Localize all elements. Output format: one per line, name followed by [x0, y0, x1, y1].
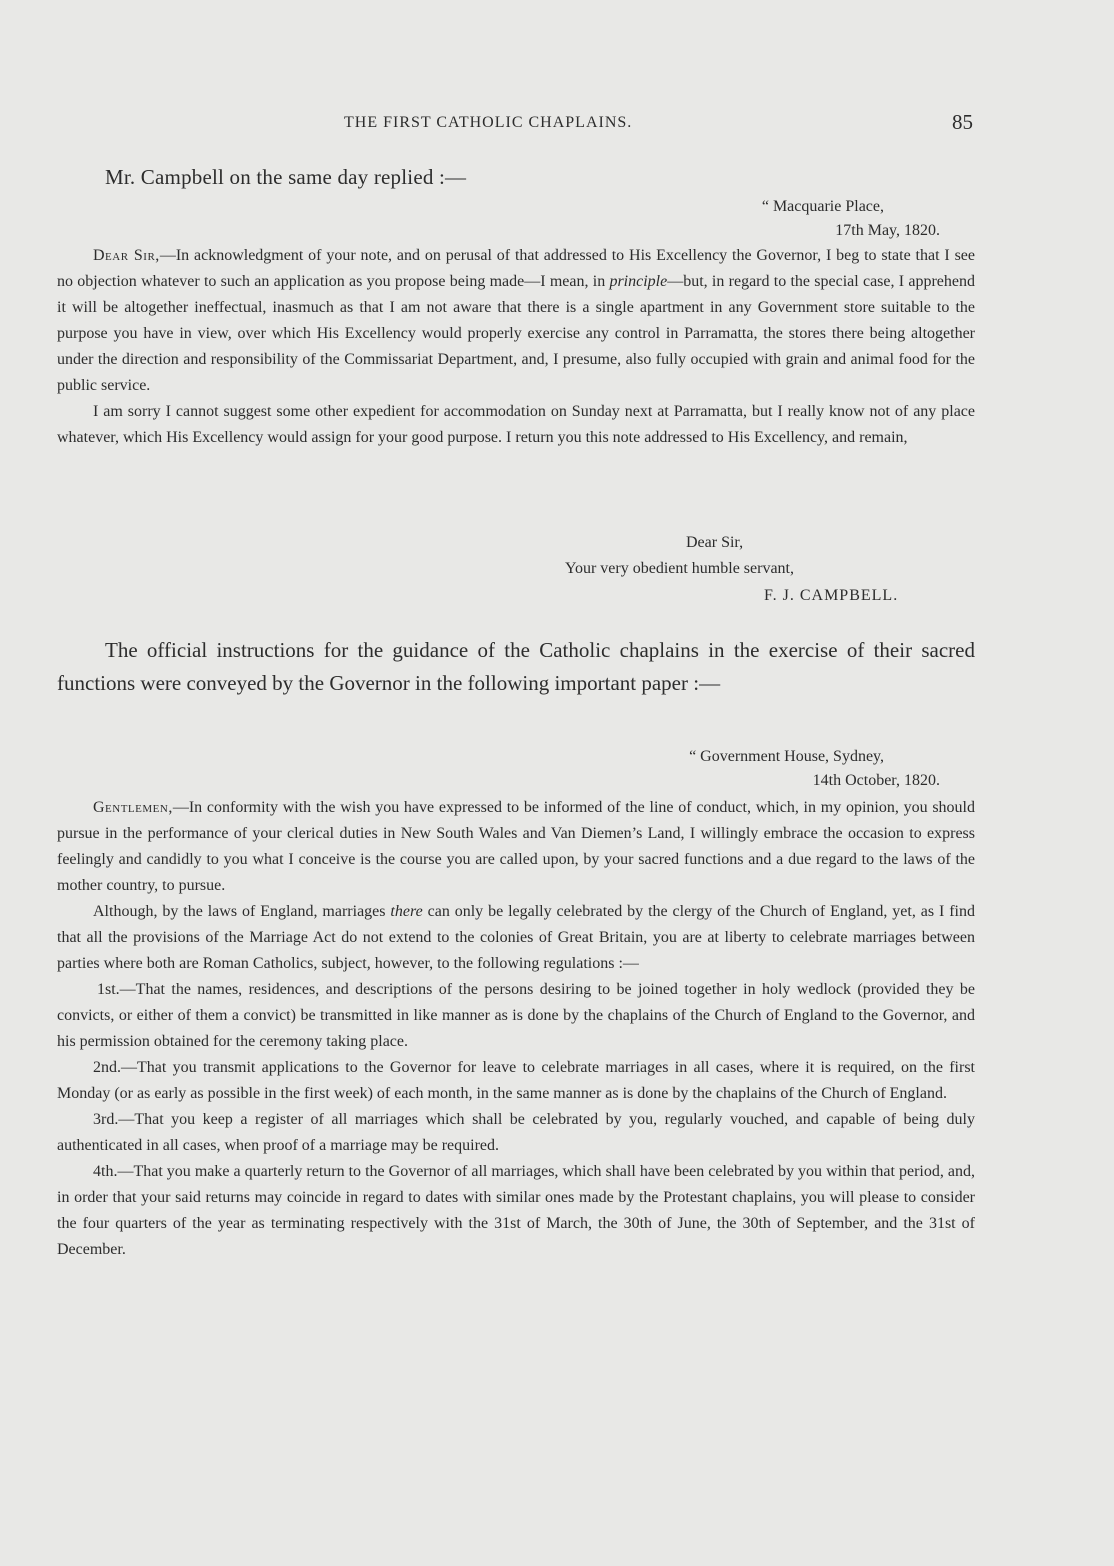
letter1-closing-dear: Dear Sir,	[686, 534, 744, 551]
letter2-p2-italic: there	[390, 903, 423, 920]
letter1-date: 17th May, 1820.	[835, 222, 940, 239]
letter2-rule-3: 3rd.—That you keep a register of all marriages which shall be celebrated by you, regularly vouched, and capable of being duly authenticated in all cases, when proof of a marriage may be required.	[57, 1111, 975, 1154]
letter2-paragraph-1	[57, 795, 975, 899]
letter2-rule-4: 4th.—That you make a quarterly return to the Governor of all marriages, which shall have been celebrated by you within that period, and, in order that your said returns may coincide in regard to dates with similar ones made by the Protestant chaplains, you will please to consider the four quarters of the year as terminating respectively with the 31st of March, the 30th of June, the 30th of September, and the 31st of December.	[57, 1163, 975, 1258]
letter1-p1-italic: principle	[609, 273, 668, 290]
page-number: 85	[952, 110, 973, 134]
letter1-body	[57, 243, 975, 451]
letter2-body	[57, 795, 975, 1263]
letter1-closing-servant: Your very obedient humble servant,	[565, 560, 794, 577]
letter2-place: “ Government House, Sydney,	[689, 748, 884, 765]
narrative-paragraph: The official instructions for the guidance of the Catholic chaplains in the exercise of their sacred functions were conveyed by the Governor in the following important paper :—	[57, 638, 975, 695]
letter1-signature: F. J. CAMPBELL.	[764, 587, 899, 604]
letter2-p2-rest: can only be legally celebrated by the clergy of the Church of England, yet, as I find that all the provisions of the Marriage Act do not extend to the colonies of Great Britain, you are at liberty to celebrate marriages between parties where both are Roman Catholics, subject, however, to the following regulations :—	[57, 903, 976, 972]
letter2-paragraph-2	[57, 899, 975, 977]
letter1-dateline	[600, 195, 940, 243]
letter1-paragraph-1	[57, 243, 975, 399]
letter2-rule-1: 1st.—That the names, residences, and descriptions of the persons desiring to be joined together in holy wedlock (provided they be convicts, or either of them a convict) be transmitted in like manner as is done by the chaplains of the Church of England to the Governor, and his permission obtained for the ceremony taking place.	[57, 981, 975, 1050]
letter2-date: 14th October, 1820.	[812, 772, 940, 789]
running-head	[0, 110, 1114, 138]
letter1-p1-text: —In acknowledgment of your note, and on perusal of that addressed to His Excellency the Governor, I beg to state that I see no objection whatever to such an application as you propose being made—I mean, in	[57, 247, 975, 290]
intro-line: Mr. Campbell on the same day replied :—	[105, 165, 467, 189]
letter1-salutation: Dear Sir,	[93, 247, 160, 264]
letter2-salutation: Gentlemen,	[93, 799, 173, 816]
letter2-rule-2: 2nd.—That you transmit applications to the Governor for leave to celebrate marriages in all cases, where it is required, on the first Monday (or as early as possible in the first week) of each month, in the same manner as is done by the chaplains of the Church of England.	[57, 1059, 975, 1102]
letter2-p2-start: Although, by the laws of England, marriages	[93, 903, 391, 920]
letter1-paragraph-2: I am sorry I cannot suggest some other expedient for accommodation on Sunday next at Parramatta, but I really know not of any place whatever, which His Excellency would assign for your good purpose. I return you this note addressed to His Excellency, and remain,	[57, 403, 975, 446]
running-title: THE FIRST CATHOLIC CHAPLAINS.	[344, 114, 633, 131]
letter1-place: “ Macquarie Place,	[761, 198, 884, 215]
letter2-dateline	[500, 745, 940, 793]
letter2-p1-text: —In conformity with the wish you have expressed to be informed of the line of conduct, which, in my opinion, you should pursue in the performance of your clerical duties in New South Wales and Van Diemen’s Land, I willingly embrace the occasion to express feelingly and candidly to you what I conceive is the course you are called upon, by your sacred functions and a due regard to the laws of the mother country, to pursue.	[57, 799, 975, 894]
letter1-p1-rest: —but, in regard to the special case, I apprehend it will be altogether ineffectual, inasmuch as that I am not aware that there is a single apartment in any Government store suitable to the purpose you have in view, over which His Excellency would properly exercise any control in Parramatta, the stores there being altogether under the direction and responsibility of the Commissariat Department, and, I presume, also fully occupied with grain and animal food for the public service.	[57, 273, 975, 394]
